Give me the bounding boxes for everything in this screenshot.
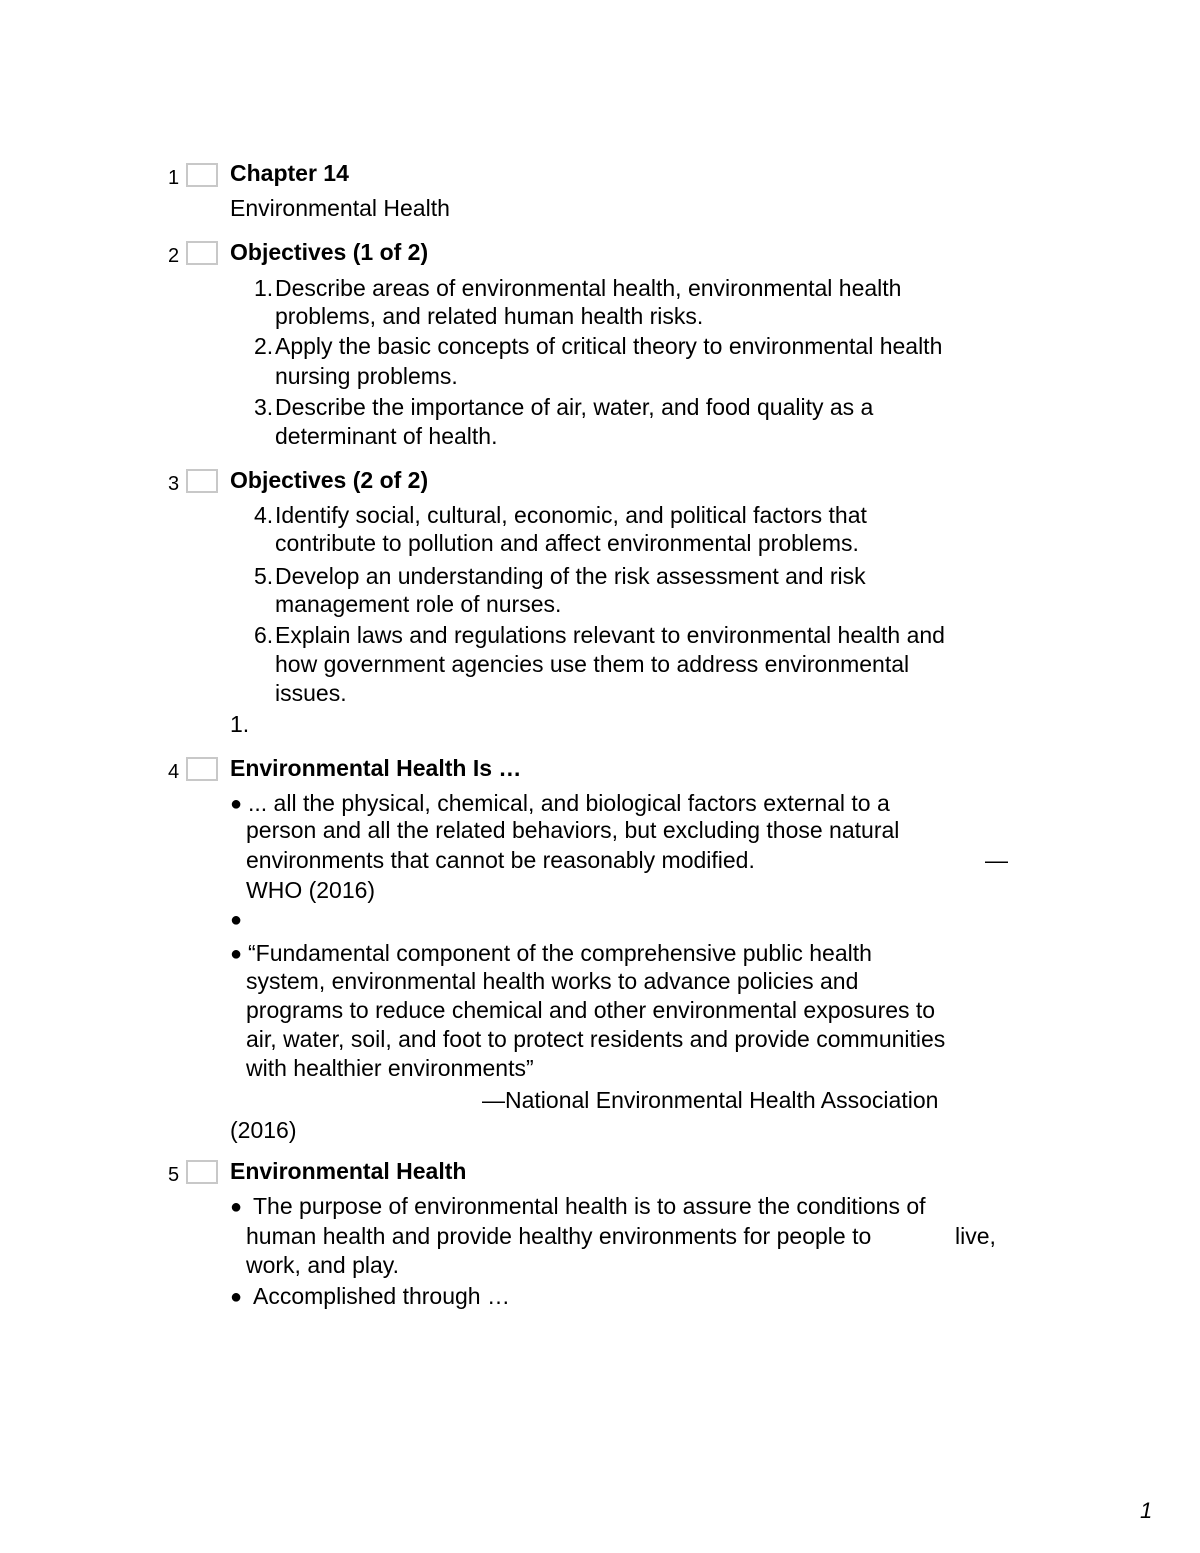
bullet-line: work, and play.: [246, 1252, 399, 1278]
list-item-line: management role of nurses.: [275, 591, 562, 617]
list-item-line: how government agencies use them to address environmental: [275, 651, 910, 677]
attribution: WHO (2016): [246, 877, 376, 903]
bullet-line: human health and provide healthy environments for people to: [246, 1223, 872, 1249]
bullet-line: with healthier environments”: [246, 1055, 534, 1081]
slide-number: 1: [168, 167, 180, 189]
bullet-line: live,: [955, 1223, 996, 1249]
bullet-line: The purpose of environmental health is to assure the conditions of: [253, 1193, 926, 1219]
attribution-dash: —: [985, 847, 1008, 873]
list-item-line: Identify social, cultural, economic, and political factors that: [275, 502, 867, 528]
slide-thumbnail[interactable]: [186, 469, 218, 493]
list-marker: 1.: [254, 275, 274, 301]
list-item-line: determinant of health.: [275, 423, 498, 449]
slide-thumbnail[interactable]: [186, 757, 218, 781]
list-item-line: issues.: [275, 680, 347, 706]
list-item-line: nursing problems.: [275, 363, 458, 389]
page-number: 1: [1140, 1498, 1153, 1523]
bullet-line: ... all the physical, chemical, and biological factors external to a: [248, 790, 890, 816]
bullet-line: Accomplished through …: [253, 1283, 510, 1309]
bullet-line: “Fundamental component of the comprehensive public health: [248, 940, 872, 966]
slide-subtitle: Environmental Health: [230, 195, 450, 221]
list-marker: 5.: [254, 563, 274, 589]
attribution-year: (2016): [230, 1117, 297, 1143]
bullet-line: environments that cannot be reasonably modified.: [246, 847, 755, 873]
list-marker: 3.: [254, 394, 274, 420]
slide-number: 4: [168, 761, 180, 783]
list-item-line: Describe the importance of air, water, and food quality as a: [275, 394, 874, 420]
slide-title: Objectives (2 of 2): [230, 467, 429, 493]
list-item-line: Describe areas of environmental health, environmental health: [275, 275, 902, 301]
slide-number: 5: [168, 1164, 180, 1186]
slide-number: 3: [168, 473, 180, 495]
bullet-line: system, environmental health works to advance policies and: [246, 968, 859, 994]
slide-title: Chapter 14: [230, 160, 349, 186]
bullet-icon: ●: [230, 793, 243, 815]
slide-number: 2: [168, 245, 180, 267]
slide-thumbnail[interactable]: [186, 241, 218, 265]
bullet-line: person and all the related behaviors, but excluding those natural: [246, 817, 900, 843]
slide-title: Objectives (1 of 2): [230, 239, 429, 265]
bullet-icon: ●: [230, 943, 243, 965]
list-marker: 4.: [254, 502, 274, 528]
bullet-icon: ●: [230, 909, 243, 931]
bullet-icon: ●: [230, 1286, 243, 1308]
slide-thumbnail[interactable]: [186, 163, 218, 187]
list-item-line: Explain laws and regulations relevant to environmental health and: [275, 622, 945, 648]
attribution: —National Environmental Health Association: [482, 1087, 939, 1113]
bullet-line: programs to reduce chemical and other environmental exposures to: [246, 997, 936, 1023]
list-item-line: contribute to pollution and affect environmental problems.: [275, 530, 859, 556]
slide-title: Environmental Health: [230, 1158, 467, 1184]
list-marker: 6.: [254, 622, 274, 648]
slide-thumbnail[interactable]: [186, 1160, 218, 1184]
list-item-line: Develop an understanding of the risk assessment and risk: [275, 563, 866, 589]
list-item-line: Apply the basic concepts of critical theory to environmental health: [275, 333, 943, 359]
bullet-icon: ●: [230, 1196, 243, 1218]
trailing-marker: 1.: [230, 711, 250, 737]
list-marker: 2.: [254, 333, 274, 359]
list-item-line: problems, and related human health risks.: [275, 303, 704, 329]
slide-title: Environmental Health Is …: [230, 755, 522, 781]
bullet-line: air, water, soil, and foot to protect residents and provide communities: [246, 1026, 946, 1052]
